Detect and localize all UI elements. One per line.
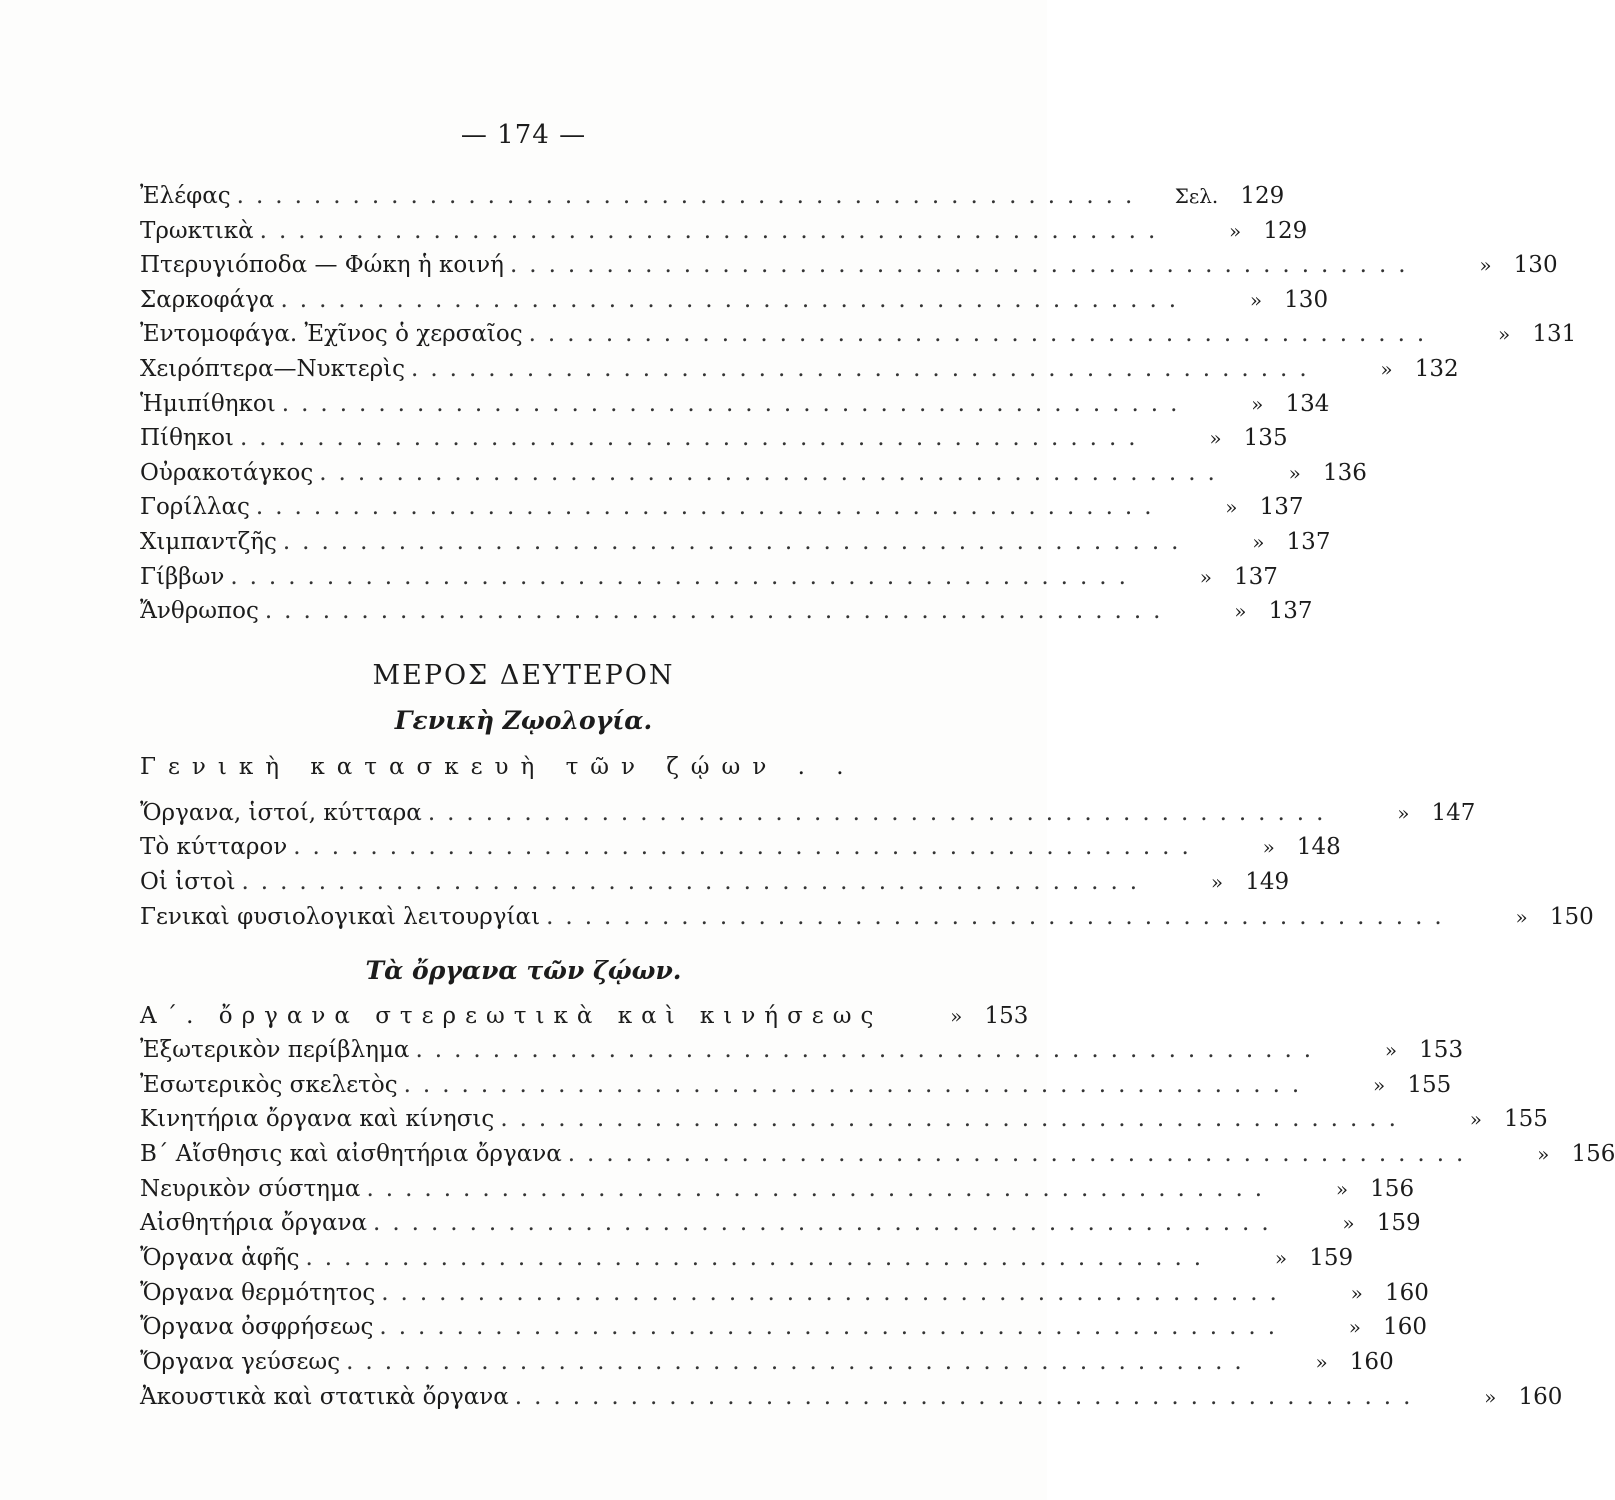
entry-title: Ἐσωτερικὸς σκελετὸς — [140, 1072, 398, 1098]
toc-entry — [140, 494, 1304, 528]
entry-title: Α΄. ὄργανα στερεωτικὰ καὶ κινήσεως — [140, 1003, 883, 1029]
dot-leader: ............................................... — [236, 183, 1145, 209]
toc-entry — [140, 869, 1290, 903]
entry-title: Ὄργανα ὀσφρήσεως — [140, 1314, 374, 1340]
entry-page: 148 — [1296, 834, 1341, 860]
toc-entry — [140, 834, 1341, 868]
dot-leader: ............................................... — [282, 529, 1191, 555]
entry-page: 155 — [1407, 1072, 1452, 1098]
toc-entry — [140, 1176, 1415, 1210]
toc-entry — [140, 425, 1288, 459]
entry-page: 156 — [1571, 1141, 1615, 1167]
toc-entry — [140, 1314, 1428, 1348]
entry-page: 136 — [1322, 460, 1367, 486]
dot-leader: ............................................... — [230, 564, 1138, 590]
entry-marker: » — [1380, 357, 1393, 381]
dot-leader: ............................................... — [567, 1141, 1476, 1167]
entry-marker: » — [1479, 253, 1492, 277]
part-heading: ΜΕΡΟΣ ΔΕΥΤΕΡΟΝ — [372, 660, 675, 691]
dot-leader: ............................................... — [280, 287, 1189, 313]
dot-leader: ............................................... — [500, 1106, 1408, 1132]
dot-leader: ............................................... — [239, 425, 1148, 451]
entry-title: Πτερυγιόποδα — Φώκη ἡ κοινή — [140, 252, 504, 278]
general-construction-text: Γενικὴ κατασκευὴ τῶν ζῴων . . — [140, 754, 856, 780]
toc-entry — [140, 529, 1331, 563]
entry-marker: » — [1342, 1211, 1355, 1235]
toc-entry — [140, 218, 1308, 252]
dot-leader: ............................................... — [346, 1349, 1254, 1375]
dot-leader: ............................................... — [427, 800, 1336, 826]
dot-leader: ............................................... — [255, 494, 1164, 520]
entry-marker: » — [1335, 1177, 1349, 1201]
entry-page: 137 — [1268, 598, 1313, 624]
page-number: — 174 — — [460, 120, 587, 150]
dot-leader: ............................................... — [411, 356, 1319, 382]
toc-entry — [140, 1349, 1394, 1383]
entry-marker: » — [1469, 1107, 1482, 1131]
entry-title: Γορίλλας — [140, 494, 250, 520]
toc-entry — [140, 1141, 1615, 1175]
toc-entry — [140, 287, 1329, 321]
entry-title: Νευρικὸν σύστημα — [140, 1176, 361, 1202]
entry-marker: » — [1288, 461, 1301, 485]
entry-page: 129 — [1263, 218, 1308, 244]
dot-leader: ............................................... — [373, 1210, 1281, 1236]
entry-marker: » — [1210, 870, 1224, 894]
entry-page: 132 — [1414, 356, 1459, 382]
entry-page: 159 — [1376, 1210, 1421, 1236]
entry-marker: » — [1229, 219, 1242, 243]
dot-leader: ............................................... — [241, 869, 1150, 895]
toc-entry — [140, 1245, 1354, 1279]
entry-page: 129 — [1240, 183, 1285, 209]
entry-page: 137 — [1286, 529, 1331, 555]
entry-title: Ἐλέφας — [140, 183, 231, 209]
entry-title: Γίββων — [140, 564, 225, 590]
toc-entry — [140, 598, 1313, 632]
toc-entry — [140, 1037, 1464, 1071]
entry-page: 135 — [1243, 425, 1288, 451]
dot-leader: ............................................... — [259, 218, 1168, 244]
entry-page: 137 — [1259, 494, 1304, 520]
entry-marker: » — [1537, 1142, 1550, 1166]
subheading-general-zoology: Γενικὴ Ζῳολογία. — [394, 706, 653, 735]
toc-entry — [140, 1003, 1029, 1037]
entry-title: Αἰσθητήρια ὄργανα — [140, 1210, 368, 1236]
toc-entry — [140, 321, 1577, 355]
toc-entry — [140, 1072, 1452, 1106]
entry-marker: » — [1199, 565, 1212, 589]
entry-page: 137 — [1234, 564, 1278, 590]
entry-title: Τρωκτικὰ — [140, 218, 254, 244]
entry-page: 153 — [984, 1003, 1029, 1029]
entry-marker: » — [1397, 801, 1410, 825]
toc-entry — [140, 391, 1330, 425]
entry-page: 150 — [1549, 904, 1594, 930]
toc-entry — [140, 564, 1278, 598]
dot-leader: ............................................... — [319, 460, 1227, 486]
entry-marker: » — [950, 1004, 963, 1028]
entry-page: 160 — [1383, 1314, 1428, 1340]
toc-entry — [140, 252, 1558, 286]
entry-page: 160 — [1384, 1280, 1429, 1306]
toc-entry — [140, 1280, 1429, 1314]
toc-entry — [140, 356, 1459, 390]
entry-marker: » — [1498, 322, 1511, 346]
entry-page: 147 — [1431, 800, 1476, 826]
entry-marker: » — [1251, 392, 1264, 416]
entry-marker: » — [1252, 530, 1265, 554]
toc-entry — [140, 1106, 1548, 1140]
entry-page: 130 — [1284, 287, 1329, 313]
entry-page: 134 — [1285, 391, 1330, 417]
entry-marker: » — [1209, 426, 1222, 450]
entry-title: Σαρκοφάγα — [140, 287, 275, 313]
toc-entry — [140, 1384, 1563, 1418]
entry-title: Τὸ κύτταρον — [140, 834, 288, 860]
entry-page: 159 — [1309, 1245, 1354, 1271]
toc-entry — [140, 800, 1476, 834]
toc-entry — [140, 1210, 1421, 1244]
entry-title: Χιμπαντζῆς — [140, 529, 277, 555]
entry-title: Γενικαὶ φυσιολογικαὶ λειτουργίαι — [140, 904, 541, 930]
entry-title: Ἐντομοφάγα. Ἐχῖνος ὁ χερσαῖος — [140, 321, 523, 347]
entry-page: 155 — [1504, 1106, 1548, 1132]
entry-title: Ὄργανα θερμότητος — [140, 1280, 376, 1306]
entry-marker: » — [1262, 835, 1275, 859]
dot-leader: ............................................... — [546, 904, 1454, 930]
entry-title: Πίθηκοι — [140, 425, 234, 451]
dot-leader: ............................................... — [415, 1037, 1324, 1063]
general-construction-line — [140, 754, 980, 780]
entry-marker: » — [1225, 495, 1238, 519]
entry-marker: Σελ. — [1174, 184, 1219, 208]
toc-entry — [140, 904, 1594, 938]
toc-entry — [140, 183, 1285, 217]
dot-leader: ............................................... — [379, 1314, 1288, 1340]
entry-title: Ὄργανα γεύσεως — [140, 1349, 341, 1375]
dot-leader: ............................................... — [264, 598, 1173, 624]
entry-page: 130 — [1513, 252, 1558, 278]
entry-title: Ἄνθρωπος — [140, 598, 259, 624]
subheading-animal-organs: Τὰ ὄργανα τῶν ζῴων. — [365, 956, 682, 985]
entry-marker: » — [1348, 1315, 1362, 1339]
entry-title: Ἐξωτερικὸν περίβλημα — [140, 1037, 410, 1063]
dot-leader: ............................................... — [293, 834, 1201, 860]
entry-page: 131 — [1532, 321, 1577, 347]
entry-marker: » — [1249, 288, 1263, 312]
entry-marker: » — [1515, 905, 1528, 929]
entry-marker: » — [1234, 599, 1247, 623]
entry-page: 153 — [1419, 1037, 1464, 1063]
entry-title: Ὄργανα ἁφῆς — [140, 1245, 300, 1271]
entry-marker: » — [1274, 1246, 1288, 1270]
entry-marker: » — [1315, 1350, 1328, 1374]
entry-title: Ὄργανα, ἱστοί, κύτταρα — [140, 800, 422, 826]
entry-page: 149 — [1245, 869, 1290, 895]
entry-title: Β΄ Αἴσθησις καὶ αἰσθητήρια ὄργανα — [140, 1141, 562, 1167]
dot-leader: ............................................... — [381, 1280, 1289, 1306]
entry-title: Χειρόπτερα—Νυκτερὶς — [140, 356, 406, 382]
dot-leader: ............................................... — [366, 1176, 1275, 1202]
entry-title: Κινητήρια ὄργανα καὶ κίνησις — [140, 1106, 495, 1132]
entry-marker: » — [1372, 1073, 1386, 1097]
entry-page: 156 — [1370, 1176, 1415, 1202]
entry-page: 160 — [1349, 1349, 1394, 1375]
entry-title: Ἡμιπίθηκοι — [140, 391, 276, 417]
dot-leader: ............................................... — [281, 391, 1190, 417]
toc-entry — [140, 460, 1367, 494]
entry-title: Οἱ ἱστοὶ — [140, 869, 236, 895]
entry-page: 160 — [1518, 1384, 1563, 1410]
entry-marker: » — [1350, 1281, 1363, 1305]
dot-leader: ............................................... — [528, 321, 1437, 347]
entry-title: Οὐρακοτάγκος — [140, 460, 314, 486]
dot-leader: ............................................... — [514, 1384, 1423, 1410]
dot-leader: ............................................... — [403, 1072, 1312, 1098]
dot-leader: ............................................... — [305, 1245, 1214, 1271]
dot-leader: ............................................... — [509, 252, 1418, 278]
entry-title: Ἀκουστικὰ καὶ στατικὰ ὄργανα — [140, 1384, 509, 1410]
entry-marker: » — [1384, 1038, 1398, 1062]
entry-marker: » — [1484, 1385, 1497, 1409]
